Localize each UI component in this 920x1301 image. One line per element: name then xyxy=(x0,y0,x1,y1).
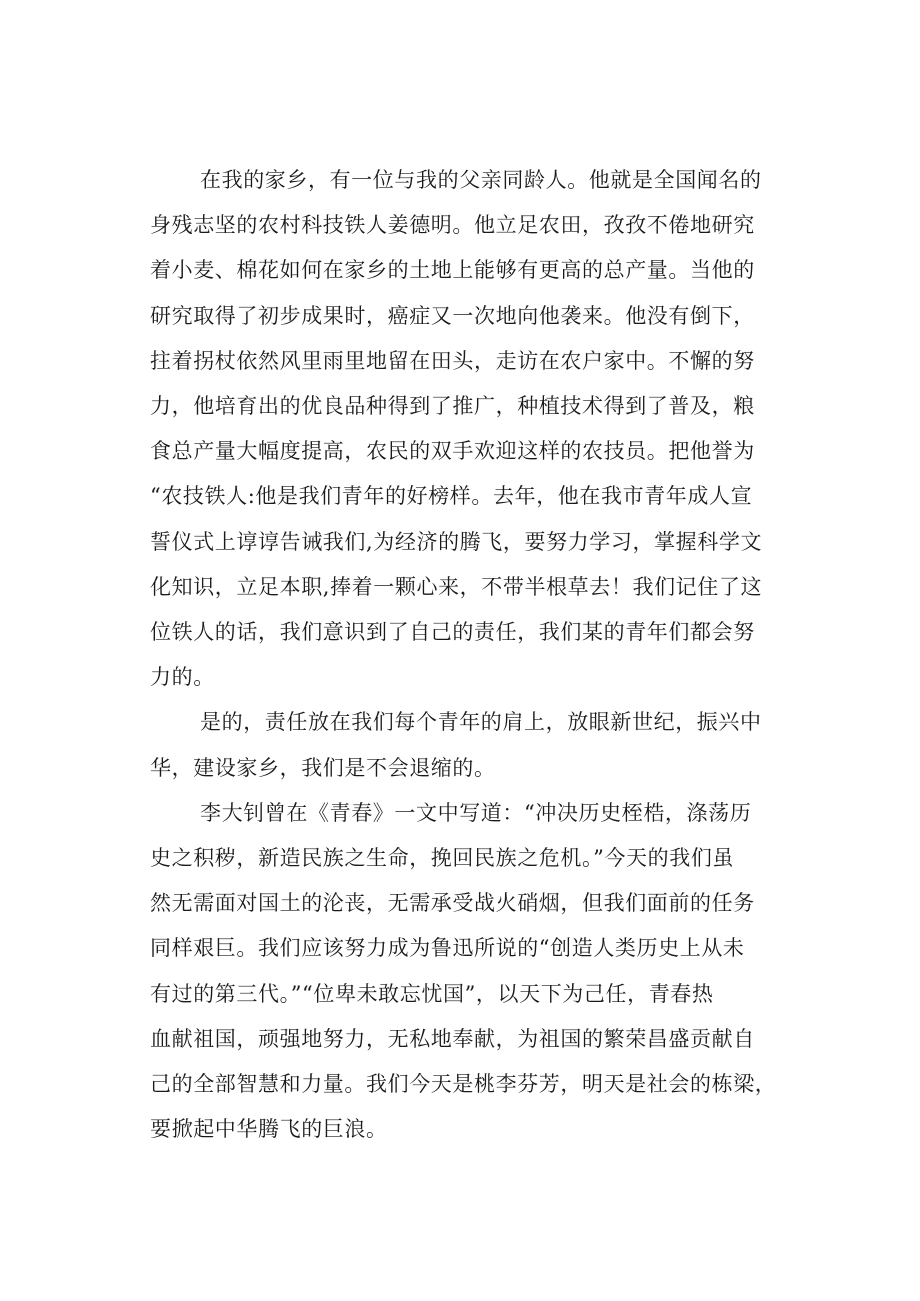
paragraph-3-line-1: 李大钊曾在《青春》一文中写道：“冲决历史桎梏，涤荡历 xyxy=(200,800,752,825)
paragraph-3-line-4: 同样艰巨。我们应该努力成为鲁迅所说的“创造人类历史上从未 xyxy=(150,936,745,961)
document-body xyxy=(150,158,800,1152)
paragraph-1-line-9: 誓仪式上谆谆告诫我们,为经济的腾飞，要努力学习，掌握科学文 xyxy=(150,529,763,554)
paragraph-2 xyxy=(150,700,800,790)
paragraph-1-line-11: 位铁人的话，我们意识到了自己的责任，我们某的青年们都会努 xyxy=(150,620,755,645)
paragraph-3-line-8: 要掀起中华腾飞的巨浪。 xyxy=(150,1117,388,1142)
paragraph-2-line-2: 华，建设家乡，我们是不会退缩的。 xyxy=(150,755,496,780)
paragraph-3-line-7: 己的全部智慧和力量。我们今天是桃李芬芳，明天是社会的栋梁， xyxy=(150,1072,777,1097)
paragraph-3-line-6: 血献祖国，顽强地努力，无私地奉献，为祖国的繁荣昌盛贡献自 xyxy=(150,1026,755,1051)
paragraph-2-line-1: 是的，责任放在我们每个青年的肩上，放眼新世纪，振兴中 xyxy=(200,710,762,735)
paragraph-3-line-2: 史之积秽，新造民族之生命，挽回民族之危机。”今天的我们虽 xyxy=(150,846,735,871)
paragraph-1-line-10: 化知识，立足本职,捧着一颗心来，不带半根草去！我们记住了这 xyxy=(150,574,763,599)
paragraph-1-line-2: 身残志坚的农村科技铁人姜德明。他立足农田，孜孜不倦地研究 xyxy=(150,213,755,238)
paragraph-1-line-8: “农技铁人:他是我们青年的好榜样。去年，他在我市青年成人宣 xyxy=(150,484,753,509)
paragraph-1-line-3: 着小麦、棉花如何在家乡的土地上能够有更高的总产量。当他的 xyxy=(150,258,755,283)
paragraph-3-line-5: 有过的第三代。”“位卑未敢忘忧国”，以天下为己任，青春热 xyxy=(150,981,714,1006)
paragraph-1-line-4: 研究取得了初步成果时，癌症又一次地向他袭来。他没有倒下， xyxy=(150,303,755,328)
paragraph-1-line-12: 力的。 xyxy=(150,665,215,690)
paragraph-3 xyxy=(150,791,800,1153)
paragraph-1-line-5: 拄着拐杖依然风里雨里地留在田头，走访在农户家中。不懈的努 xyxy=(150,348,755,373)
paragraph-3-line-3: 然无需面对国土的沦丧，无需承受战火硝烟，但我们面前的任务 xyxy=(150,891,755,916)
paragraph-1-line-1: 在我的家乡，有一位与我的父亲同龄人。他就是全国闻名的 xyxy=(200,168,762,192)
paragraph-1-line-7: 食总产量大幅度提高，农民的双手欢迎这样的农技员。把他誉为 xyxy=(150,439,755,464)
paragraph-1 xyxy=(150,158,800,700)
paragraph-1-line-6: 力，他培育出的优良品种得到了推广，种植技术得到了普及，粮 xyxy=(150,394,755,419)
